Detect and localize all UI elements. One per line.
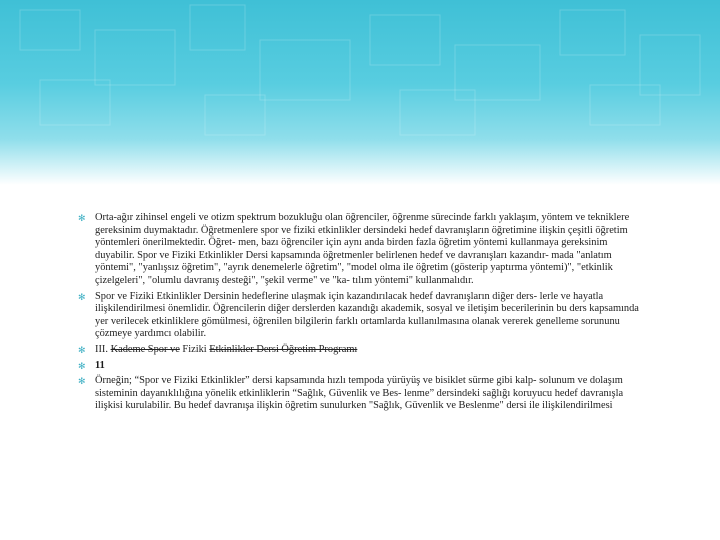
item-text: Orta-ağır zihinsel engeli ve otizm spektrum bozukluğu olan öğrenciler, öğrenme sürecinde farklı yaklaşım, yöntem ve tekniklere gereksinim duymaktadır. Öğretmenlere spor ve fiziki etkinlikler dersindeki hedef davranışların öğretimine ilişkin çeşitli öğretim yöntemleri önerilmektedir. Öğret- men, bazı öğrenciler için aynı anda birden fazla öğretim yöntemi kullanmaya gereksinim duyabilir. Spor ve Fiziki Etkinlikler Dersi kapsamında öğretmenler belirlenen hedef ve davranışları kazandır- mada "anlatım yöntemi", "yanlışsız öğretim", "ayrık denemelerle öğretim", "model olma ile öğretim (gösterip yaptırma yöntemi)", "etkinlik çizelgeleri", "olumlu davranış desteği", "şekil verme" ve "ka- tılım yöntemi" kullanmalıdır. <box>95 212 630 286</box>
struck-text: Kademe Spor ve <box>110 343 180 355</box>
decorative-header-band <box>0 0 720 185</box>
item-text: Spor ve Fiziki Etkinlikler Dersinin hedeflerine ulaşmak için kazandırılacak hedef davranışların diğer ders- lerle ve hayatla ilişkilendirilmesi önemlidir. Öğrencilerin diğer derslerden kazandığı akademik, sosyal ve iletişim becerilerinin bu ders kapsamında yer verilecek etkinliklere gömülmesi, öğrenilen bilgilerin farklı ortamlarda kullanılmasına olanak vererek genelleme sorununu çözmeye yardımcı olabilir. <box>95 290 639 340</box>
list-item <box>78 212 648 288</box>
asterisk-bullet-icon: ✻ <box>78 360 86 371</box>
item-middle: Fiziki <box>179 343 210 355</box>
list-item <box>78 344 648 357</box>
item-text: Örneğin; “Spor ve Fiziki Etkinlikler” dersi kapsamında hızlı tempoda yürüyüş ve bisiklet sürme gibi kalp- solunum ve dolaşım sisteminin dayanıklılığına yönelik etkinliklerin “Sağlık, Güvenlik ve Bes- lenme” dersindeki sağlığı koruyucu hedef davranışla ilişkisi kurulabilir. Bu hedef davranışa ilişkin öğretim sunulurken "Sağlık, Güvenlik ve Beslenme" dersi ile ilişkilendirilmesi <box>95 375 624 412</box>
asterisk-bullet-icon: ✻ <box>78 376 86 387</box>
page-number: 11 <box>95 359 105 371</box>
list-item <box>78 291 648 341</box>
list-item <box>78 360 648 373</box>
asterisk-bullet-icon: ✻ <box>78 344 86 355</box>
asterisk-bullet-icon: ✻ <box>78 291 86 302</box>
bullet-list <box>78 212 648 416</box>
list-item <box>78 375 648 413</box>
grid-pattern <box>0 0 720 185</box>
struck-text: Etkinlikler Dersi Öğretim Programı <box>209 343 358 355</box>
item-prefix: III. <box>95 343 111 355</box>
asterisk-bullet-icon: ✻ <box>78 213 86 223</box>
